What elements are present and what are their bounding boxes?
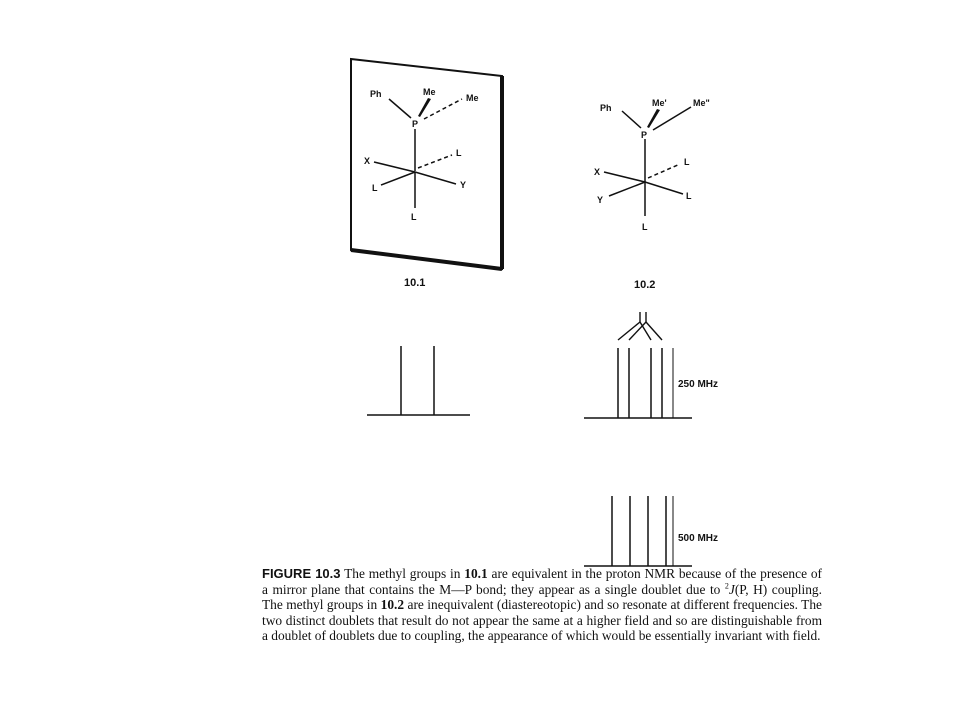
atom-ph: Ph [600, 103, 612, 113]
caption-text: are equivalent in the proton NMR because of the presence of a mirror plane that contains the M—P bond; they appear as a single doublet due to [262, 566, 822, 597]
atom-l-lower: L [686, 191, 692, 201]
bond-m-l-lower [645, 182, 683, 194]
atom-me-prime: Me' [652, 98, 667, 108]
bond-p-me1-wedge [647, 109, 660, 128]
caption-text: (P, H) coupling. The methyl groups in [262, 581, 822, 613]
atom-y: Y [460, 180, 467, 190]
frequency-label-250: 250 MHz [678, 379, 719, 390]
atom-l-bottom: L [411, 212, 417, 222]
bond-p-ph [622, 111, 641, 128]
caption-text: The methyl groups in [344, 566, 461, 581]
bond-m-l-upper [648, 164, 680, 178]
caption-compound-ref: 10.1 [464, 566, 488, 581]
atom-p: P [641, 130, 648, 140]
caption-label: FIGURE 10.3 [262, 566, 341, 581]
atom-x: X [364, 156, 371, 166]
atom-y: Y [597, 195, 604, 205]
atom-me-double-prime: Me" [693, 98, 710, 108]
caption-superscript: 2 [724, 581, 729, 591]
atom-me-b: Me [466, 93, 479, 103]
caption-compound-ref: 10.2 [380, 597, 405, 613]
spectrum-10-1 [367, 346, 470, 415]
frequency-label-500: 500 MHz [678, 533, 719, 544]
atom-l-right: L [456, 148, 462, 158]
structure-10-2 [594, 98, 710, 232]
atom-p: P [412, 119, 419, 129]
atom-l-upper: L [684, 157, 690, 167]
spectrum-10-2-250mhz [584, 312, 718, 418]
splitting-tree [618, 312, 662, 340]
atom-me-a: Me [423, 87, 436, 97]
figure-caption [262, 566, 822, 644]
bond-m-y [609, 182, 645, 196]
caption-text: are inequivalent (diastereotopic) and so resonate at different frequencies. The two distinct doublets that result do not appear the same at a higher field and so are distinguishable from a doublet of doublets due to coupling, the appearance of which would be essentially invariant with field. [262, 597, 822, 644]
atom-l-bottom: L [642, 222, 648, 232]
atom-l-left: L [372, 183, 378, 193]
compound-label-10-2: 10.2 [634, 279, 656, 291]
structure-10-1 [351, 59, 502, 269]
atom-ph: Ph [370, 89, 382, 99]
caption-j-symbol: J [728, 581, 735, 597]
bond-m-x [604, 172, 645, 182]
compound-label-10-1: 10.1 [404, 277, 426, 289]
spectrum-10-2-500mhz [584, 496, 718, 566]
atom-x: X [594, 167, 601, 177]
